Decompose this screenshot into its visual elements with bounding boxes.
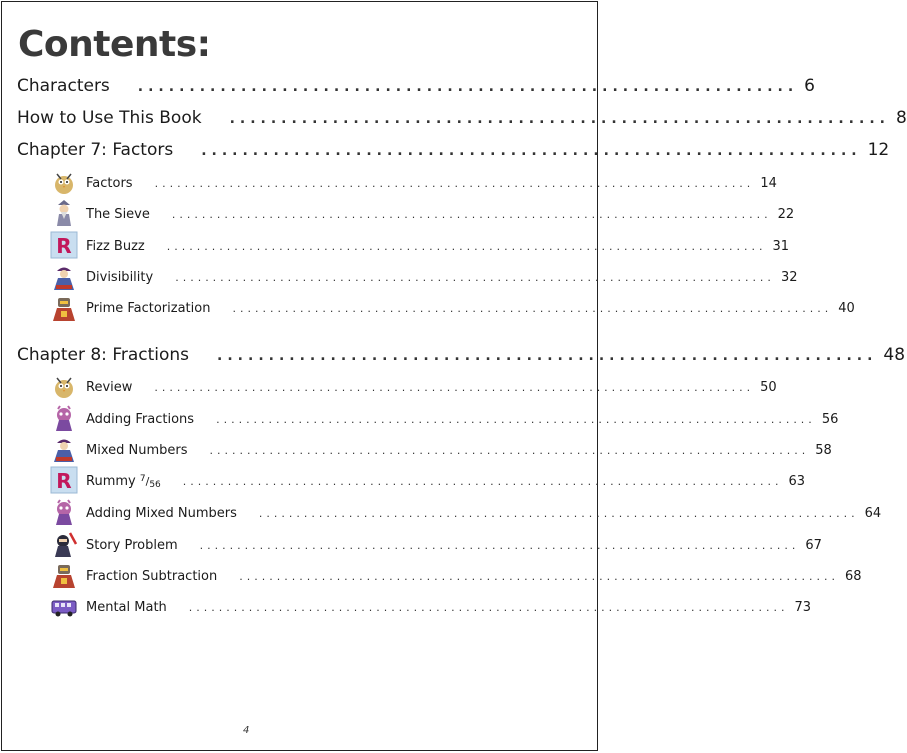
toc-label: How to Use This Book	[17, 108, 202, 128]
toc-label: Factors	[86, 176, 133, 191]
toc-page: 12	[867, 140, 890, 160]
toc-entry-characters[interactable]	[17, 76, 815, 96]
toc-label: Chapter 7: Factors	[17, 140, 174, 160]
pirate-character-icon	[50, 263, 78, 291]
toc-entry-adding-fractions[interactable]	[86, 412, 839, 427]
dot-leader: ................................................................	[201, 143, 862, 159]
toc-entry-review[interactable]	[86, 380, 777, 395]
toc-entry-fraction-subtraction[interactable]	[86, 569, 862, 584]
r-lab-icon	[50, 466, 78, 494]
toc-page: 58	[815, 443, 832, 458]
toc-entry-story-problem[interactable]	[86, 538, 822, 553]
pirate-character-icon	[50, 435, 78, 463]
toc-entry-mixed-numbers[interactable]	[86, 443, 832, 458]
toc-entry-how-to-use[interactable]	[17, 108, 907, 128]
toc-label: Characters	[17, 76, 110, 96]
toc-entry-the-sieve[interactable]	[86, 207, 795, 222]
page-title: Contents:	[18, 24, 211, 65]
toc-label: Prime Factorization	[86, 301, 211, 316]
dot-leader: ................................................................................	[239, 570, 839, 583]
toc-entry-chapter-8[interactable]	[17, 345, 906, 365]
toc-label: Review	[86, 380, 133, 395]
dot-leader: ................................................................................	[166, 240, 767, 253]
toc-page: 14	[760, 176, 777, 191]
toc-label: Fraction Subtraction	[86, 569, 218, 584]
toc-page: 63	[788, 474, 806, 489]
toc-label: Chapter 8: Fractions	[17, 345, 190, 365]
toc-page: 40	[838, 301, 855, 316]
toc-page: 48	[883, 345, 906, 365]
dot-leader: ................................................................	[229, 111, 890, 127]
toc-page: 8	[895, 108, 907, 128]
toc-page: 67	[805, 538, 822, 553]
toc-page: 22	[777, 207, 795, 222]
dot-leader: ................................................................	[217, 348, 878, 364]
toc-entry-factors[interactable]	[86, 176, 777, 191]
r-lab-icon	[50, 231, 78, 259]
toc-entry-divisibility[interactable]	[86, 270, 798, 285]
toc-label: Story Problem	[86, 538, 178, 553]
toc-page: 56	[821, 412, 839, 427]
toc-page: 73	[794, 600, 812, 615]
toc-entry-rummy[interactable]	[86, 474, 806, 490]
toc-entry-prime-factorization[interactable]	[86, 301, 855, 316]
dot-leader: ................................................................................	[216, 413, 816, 426]
toc-entry-fizz-buzz[interactable]	[86, 239, 790, 254]
toc-label: Mental Math	[86, 600, 167, 615]
toc-label: Mixed Numbers	[86, 443, 188, 458]
dot-leader: ................................................................	[137, 79, 799, 95]
owl-character-icon	[50, 372, 78, 400]
toc-page: 64	[864, 506, 882, 521]
svg-text:R: R	[56, 469, 72, 493]
dot-leader: ................................................................................	[175, 271, 775, 284]
toc-label: The Sieve	[86, 207, 150, 222]
dot-leader: ................................................................................	[209, 444, 810, 457]
dot-leader: ................................................................................	[182, 475, 783, 488]
dot-leader: ................................................................................	[258, 507, 859, 520]
toc-page: 6	[804, 76, 815, 96]
ninja-character-icon	[50, 530, 78, 558]
dot-leader: ................................................................................	[171, 208, 772, 221]
owl-character-icon	[50, 168, 78, 196]
rummy-text: Rummy	[86, 474, 136, 489]
dot-leader: ................................................................................	[154, 381, 755, 394]
dot-leader: ................................................................................	[188, 601, 789, 614]
toc-page: 32	[780, 270, 798, 285]
toc-label: Adding Mixed Numbers	[86, 506, 237, 521]
page-number: 4	[243, 725, 250, 736]
toc-label: Divisibility	[86, 270, 154, 285]
pink-monster-icon	[50, 404, 78, 432]
dot-leader: ................................................................................	[232, 302, 833, 315]
robot-character-icon	[50, 561, 78, 589]
svg-text:R: R	[56, 234, 72, 258]
toc-entry-chapter-7[interactable]	[17, 140, 890, 160]
toc-label: Fizz Buzz	[86, 239, 145, 254]
toc-entry-adding-mixed-numbers[interactable]	[86, 506, 882, 521]
fraction-label: $^7/_{56}$	[139, 474, 161, 490]
toc-page: 68	[844, 569, 862, 584]
wizard-character-icon	[50, 199, 78, 227]
fraction-denominator: 56	[149, 480, 161, 490]
robot-character-icon	[50, 294, 78, 322]
pink-monster-icon	[50, 498, 78, 526]
dot-leader: ................................................................................	[199, 539, 800, 552]
toc-entry-mental-math[interactable]	[86, 600, 812, 615]
dot-leader: ................................................................................	[154, 177, 755, 190]
fraction-numerator: 7	[139, 474, 146, 484]
bus-icon	[50, 593, 78, 621]
toc-page: 50	[760, 380, 777, 395]
toc-label: Adding Fractions	[86, 412, 195, 427]
toc-page: 31	[772, 239, 790, 254]
toc-label	[86, 474, 161, 490]
